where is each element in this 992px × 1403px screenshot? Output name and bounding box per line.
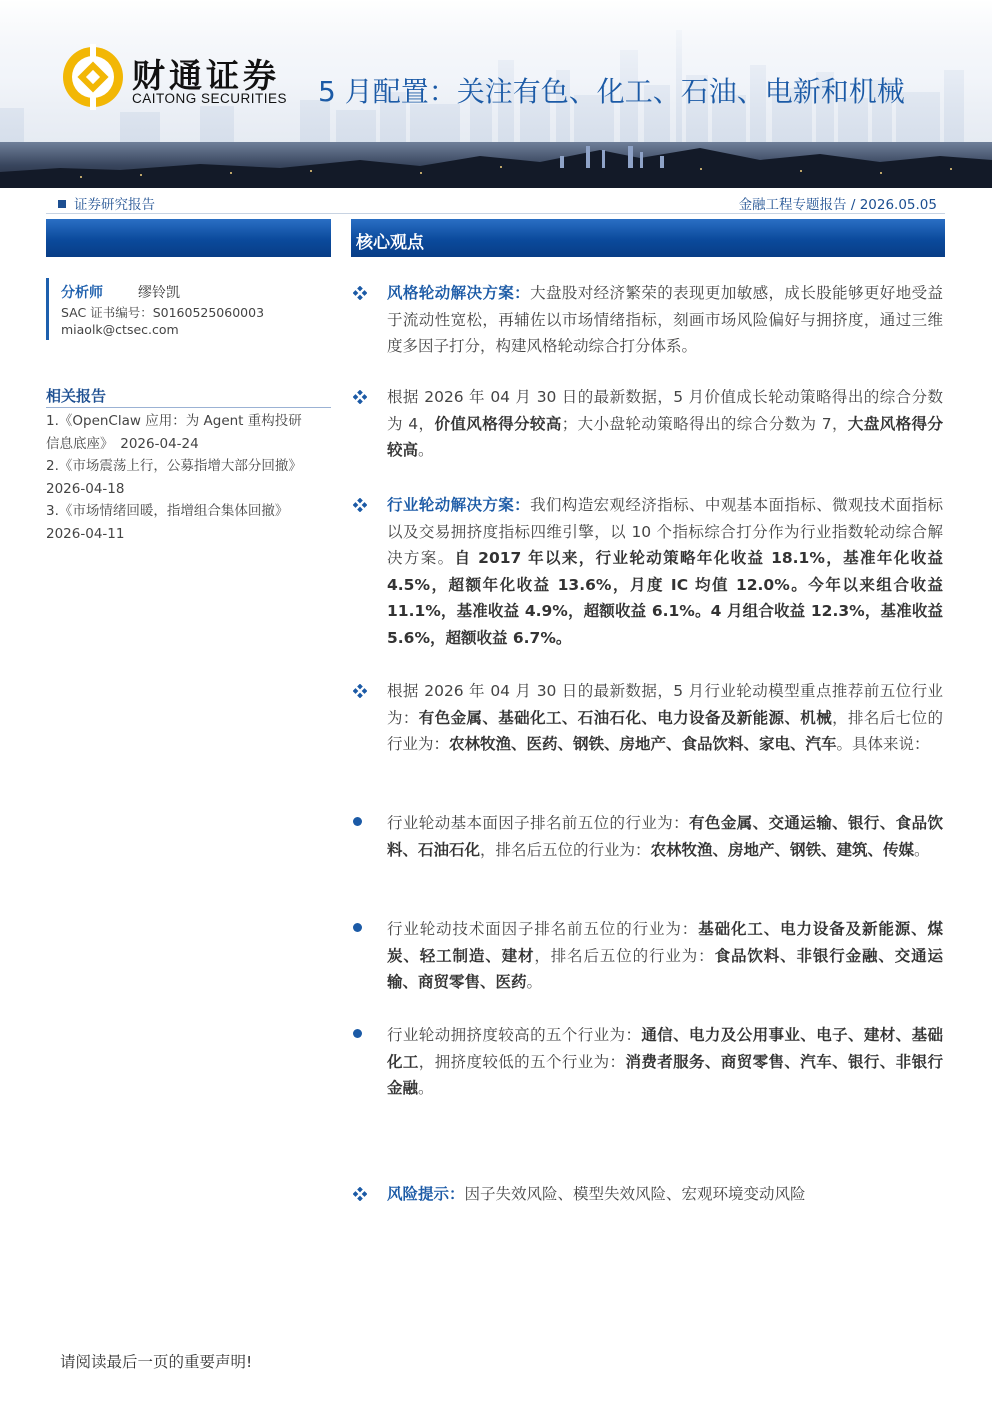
style-rotation-paragraph <box>387 280 943 360</box>
diamond-bullet-icon <box>353 390 367 404</box>
related-report-item[interactable] <box>46 500 336 545</box>
logo-english-name: CAITONG SECURITIES <box>132 91 288 106</box>
paragraph-text: ，排名后五位的行业为： <box>480 840 651 859</box>
paragraph-text: 。具体来说： <box>836 735 930 753</box>
related-reports-title: 相关报告 <box>46 387 107 405</box>
diamond-bullet-icon <box>353 286 367 300</box>
paragraph-text: ，排名后五位的行业为： <box>534 946 715 965</box>
paragraph-bold: 食品饮料、非银行金融、交通运输、商贸零售、医药 <box>387 946 943 991</box>
style-rotation-heading: 风格轮动解决方案： <box>387 284 531 302</box>
technical-factor-paragraph <box>387 916 943 996</box>
fundamental-factor-paragraph <box>387 810 943 863</box>
related-reports-list <box>46 410 336 545</box>
paragraph-text: 我们构造宏观经济指标、中观基本面指标、微观技术面指标以及交易拥挤度指标四维引擎，以 10 个指标综合打分作为行业指数轮动综合解决方案。 <box>387 496 943 567</box>
disclaimer-footer: 请阅读最后一页的重要声明! <box>60 1353 253 1371</box>
dot-bullet-icon <box>353 817 362 826</box>
paragraph-bold: 自 2017 年以来，行业轮动策略年化收益 18.1%，基准年化收益 4.5%，超额年化收益 13.6%，月度 IC 均值 12.0%。今年以来组合收益 11.1%，基准收益 4.9%，超额收益 6.1%。4 月组合收益 12.3%，基准收益 5.6%，超额收益 6.7%。 <box>387 549 943 647</box>
risk-warning-paragraph <box>387 1181 943 1208</box>
diamond-bullet-icon <box>353 684 367 698</box>
related-report-line: 3.《市场情绪回暖，指增组合集体回撤》 <box>46 503 289 519</box>
core-views-banner <box>351 219 945 257</box>
diamond-bullet-icon <box>353 1187 367 1201</box>
analyst-role: 分析师 <box>61 285 103 301</box>
crowding-paragraph <box>387 1022 943 1102</box>
dot-bullet-icon <box>353 923 362 932</box>
paragraph-text: 因子失效风险、模型失效风险、宏观环境变动风险 <box>464 1185 806 1203</box>
paragraph-text: ，排名后七位的行业为： <box>387 708 943 753</box>
header-divider <box>46 213 945 214</box>
related-report-line: 信息底座》 2026-04-24 <box>46 435 199 452</box>
logo-chinese-name: 财通证券 <box>132 56 280 95</box>
paragraph-text: 根据 2026 年 04 月 30 日的最新数据，5 月行业轮动模型重点推荐前五位行业为： <box>387 682 943 727</box>
square-bullet-icon <box>58 200 66 208</box>
paragraph-text: 行业轮动基本面因子排名前五位的行业为： <box>387 814 690 832</box>
style-score-paragraph <box>387 384 943 464</box>
risk-warning-heading: 风险提示： <box>387 1185 465 1203</box>
company-logo <box>60 44 300 116</box>
related-report-line: 1.《OpenClaw 应用：为 Agent 重构投研 <box>46 413 302 429</box>
industry-rotation-paragraph <box>387 492 943 651</box>
paragraph-bold: 农林牧渔、医药、钢铁、房地产、食品饮料、家电、汽车 <box>449 735 837 753</box>
related-report-line: 2026-04-11 <box>46 525 125 542</box>
paragraph-text: 大盘股对经济繁荣的表现更加敏感，成长股能够更好地受益于流动性宽松，再辅佐以市场情绪指标，刻画市场风险偏好与拥挤度，通过三维度多因子打分，构建风格轮动综合打分体系。 <box>387 284 943 355</box>
analyst-sac-number: SAC 证书编号：S0160525060003 <box>61 305 265 320</box>
related-report-line: 2.《市场震荡上行，公募指增大部分回撤》 <box>46 458 302 474</box>
paragraph-bold: 有色金属、交通运输、银行、食品饮料、石油石化 <box>387 814 943 859</box>
paragraph-text: 。 <box>418 441 434 459</box>
report-type-text: 证券研究报告 <box>74 197 155 213</box>
paragraph-bold: 有色金属、基础化工、石油石化、电力设备及新能源、机械 <box>418 708 833 727</box>
related-report-item[interactable] <box>46 455 336 500</box>
paragraph-bold: 价值风格得分较高 <box>434 414 562 433</box>
industry-rotation-heading: 行业轮动解决方案： <box>387 496 531 514</box>
paragraph-text: 根据 2026 年 04 月 30 日的最新数据，5 月价值成长轮动策略得出的综合分数为 4， <box>387 388 943 433</box>
report-type-label <box>58 193 155 213</box>
paragraph-text: 。 <box>526 973 543 991</box>
report-title: 5 月配置：关注有色、化工、石油、电新和机械 <box>318 75 905 108</box>
paragraph-bold: 基础化工、电力设备及新能源、煤炭、轻工制造、建材 <box>387 920 943 965</box>
paragraph-bold: 农林牧渔、房地产、钢铁、建筑、传媒 <box>650 840 915 859</box>
analyst-info <box>46 278 334 340</box>
left-column-banner <box>46 219 331 257</box>
report-header <box>0 0 992 188</box>
paragraph-text: 行业轮动技术面因子排名前五位的行业为： <box>387 920 699 938</box>
paragraph-text: ；大小盘轮动策略得出的综合分数为 7， <box>561 414 848 433</box>
analyst-email[interactable]: miaolk@ctsec.com <box>61 322 179 337</box>
paragraph-bold: 通信、电力及公用事业、电子、建材、基础化工 <box>387 1026 943 1071</box>
report-category-date: 金融工程专题报告 / 2026.05.05 <box>738 197 937 213</box>
paragraph-text: 行业轮动拥挤度较高的五个行业为： <box>387 1026 642 1044</box>
analyst-name: 缪铃凯 <box>138 285 180 301</box>
related-report-line: 2026-04-18 <box>46 480 125 497</box>
paragraph-bold: 消费者服务、商贸零售、汽车、银行、非银行金融 <box>387 1052 943 1097</box>
dot-bullet-icon <box>353 1029 362 1038</box>
related-report-item[interactable] <box>46 410 336 455</box>
paragraph-text: 。 <box>914 840 930 859</box>
paragraph-bold: 大盘风格得分较高 <box>387 414 943 459</box>
core-views-title: 核心观点 <box>356 233 424 253</box>
paragraph-text: 。 <box>418 1079 434 1097</box>
industry-recommend-paragraph <box>387 678 943 758</box>
related-reports-divider <box>46 407 331 408</box>
caitong-logo-mark-icon <box>60 44 126 110</box>
diamond-bullet-icon <box>353 498 367 512</box>
paragraph-text: ，拥挤度较低的五个行业为： <box>418 1052 626 1071</box>
